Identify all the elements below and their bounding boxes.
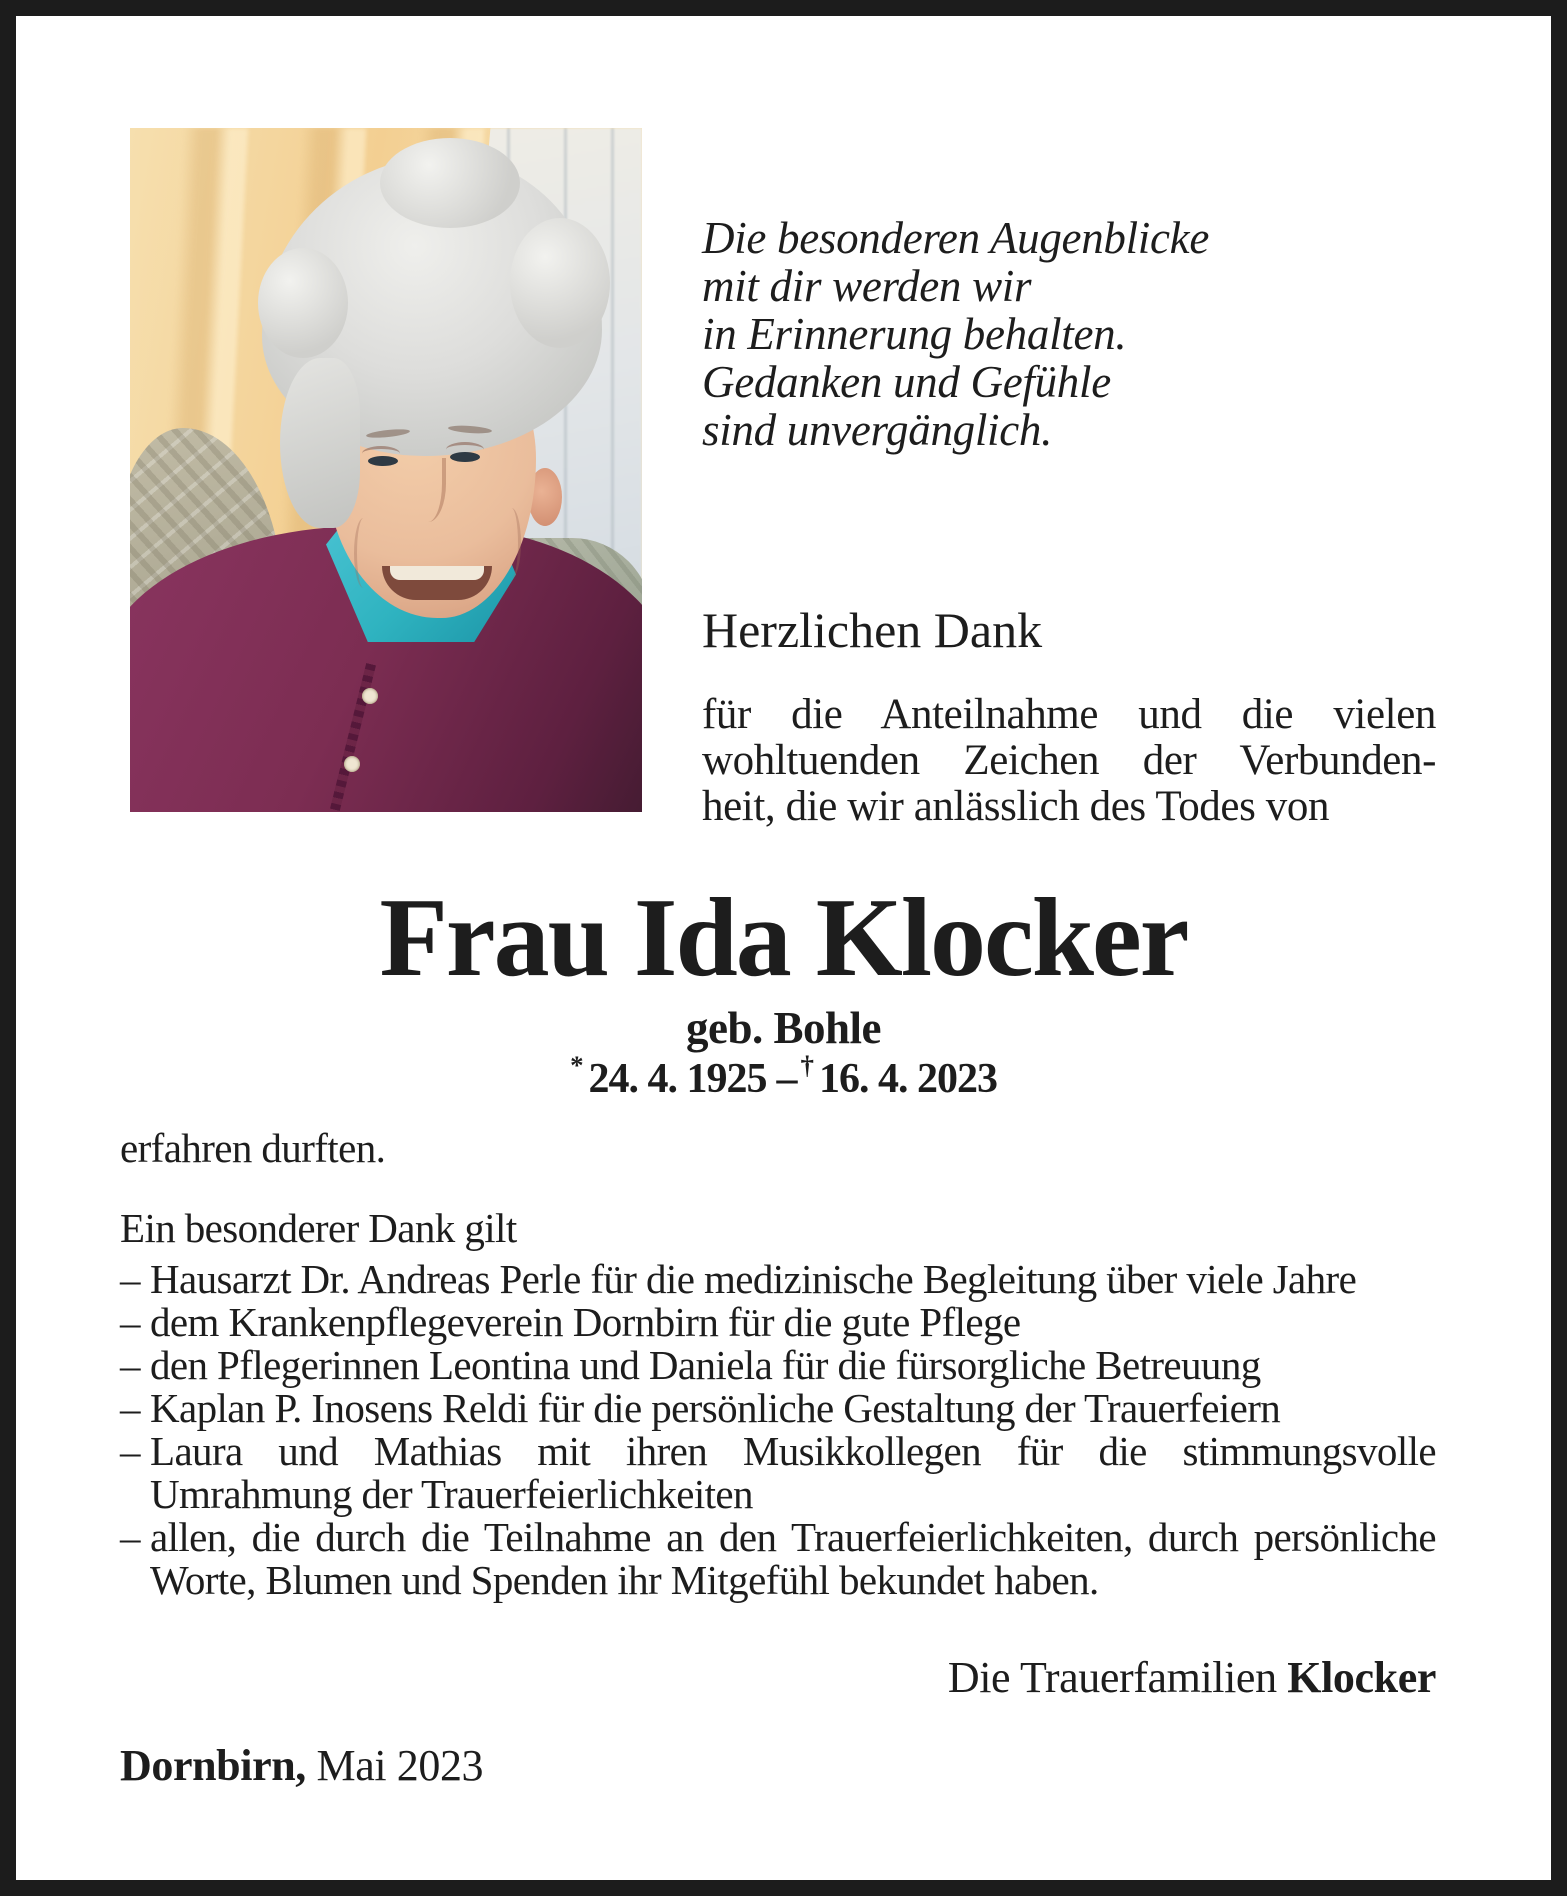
hair-side (280, 358, 360, 528)
thanks-list-item (120, 1387, 1436, 1430)
smiling-mouth (382, 566, 492, 600)
thanks-list-item (120, 1344, 1436, 1387)
publication-date: Mai 2023 (316, 1741, 484, 1790)
special-thanks-list (120, 1258, 1436, 1602)
thanks-intro (702, 692, 1436, 830)
intro-line: wohltuenden Zeichen der Verbunden- (702, 737, 1436, 784)
intro-line: für die Anteilnahme und die vielen (702, 691, 1436, 738)
poem-line: in Erinnerung behalten. (702, 309, 1127, 359)
city-name: Dornbirn, (120, 1741, 306, 1790)
dash-marker: – (120, 1299, 140, 1345)
hair-curl (510, 218, 610, 348)
thanks-list-item (120, 1430, 1436, 1516)
cardigan-button (344, 756, 360, 772)
dash-marker: – (120, 1514, 140, 1560)
right-column (702, 128, 1436, 830)
death-cross-symbol: † (800, 1050, 813, 1080)
eye (450, 452, 480, 462)
teeth (390, 566, 484, 580)
poem-line: sind unvergänglich. (702, 405, 1053, 455)
cardigan-button (362, 688, 378, 704)
thanks-list-text: allen, die durch die Teilnahme an den Trauerfeierlichkeiten, durch persönliche Worte, Blumen und Spenden ihr Mitgefühl bekundet haben. (150, 1514, 1436, 1603)
thanks-list-item (120, 1516, 1436, 1602)
family-name: Klocker (1287, 1653, 1436, 1702)
poem-line: Gedanken und Gefühle (702, 357, 1111, 407)
thanks-list-text: Laura und Mathias mit ihren Musikkollegen für die stimmungsvolle Umrahmung der Trauerfeierlichkeiten (150, 1428, 1436, 1517)
thanks-list-text: Kaplan P. Inosens Reldi für die persönliche Gestaltung der Trauerfeiern (150, 1385, 1281, 1431)
thanks-list-text: Hausarzt Dr. Andreas Perle für die medizinische Begleitung über viele Jahre (150, 1256, 1357, 1302)
memorial-poem (702, 214, 1436, 454)
life-dates (16, 1050, 1551, 1103)
eye (368, 456, 398, 466)
hair-curl (380, 138, 520, 228)
cheek-wrinkle (502, 508, 521, 578)
deceased-name: Frau Ida Klocker (379, 876, 1188, 1000)
closing-prefix: Die Trauerfamilien (947, 1653, 1277, 1702)
birth-star-symbol: * (570, 1050, 583, 1080)
dates-separator: – (776, 1056, 797, 1102)
dash-marker: – (120, 1385, 140, 1431)
cheek-wrinkle (354, 518, 373, 588)
thanks-heading: Herzlichen Dank (702, 602, 1043, 658)
hair-curl (258, 248, 348, 358)
closing-line (120, 1652, 1436, 1703)
dash-marker: – (120, 1342, 140, 1388)
thanks-list-item (120, 1301, 1436, 1344)
intro-line: heit, die wir anlässlich des Todes von (702, 783, 1330, 830)
portrait-photo (130, 128, 642, 812)
poem-line: Die besonderen Augenblicke (702, 213, 1210, 263)
dash-marker: – (120, 1256, 140, 1302)
special-thanks-heading: Ein besonderer Dank gilt (120, 1205, 517, 1251)
thanks-list-text: dem Krankenpflegeverein Dornbirn für die gute Pflege (150, 1299, 1021, 1345)
dash-marker: – (120, 1428, 140, 1474)
death-date: 16. 4. 2023 (818, 1056, 997, 1102)
thanks-list-text: den Pflegerinnen Leontina und Daniela für die fürsorgliche Betreuung (150, 1342, 1261, 1388)
thanks-list-item (120, 1258, 1436, 1301)
place-date-line (120, 1740, 483, 1791)
maiden-name: geb. Bohle (685, 1003, 882, 1053)
birth-date: 24. 4. 1925 (588, 1056, 767, 1102)
sentence-continuation: erfahren durften. (120, 1125, 386, 1171)
poem-line: mit dir werden wir (702, 261, 1032, 311)
